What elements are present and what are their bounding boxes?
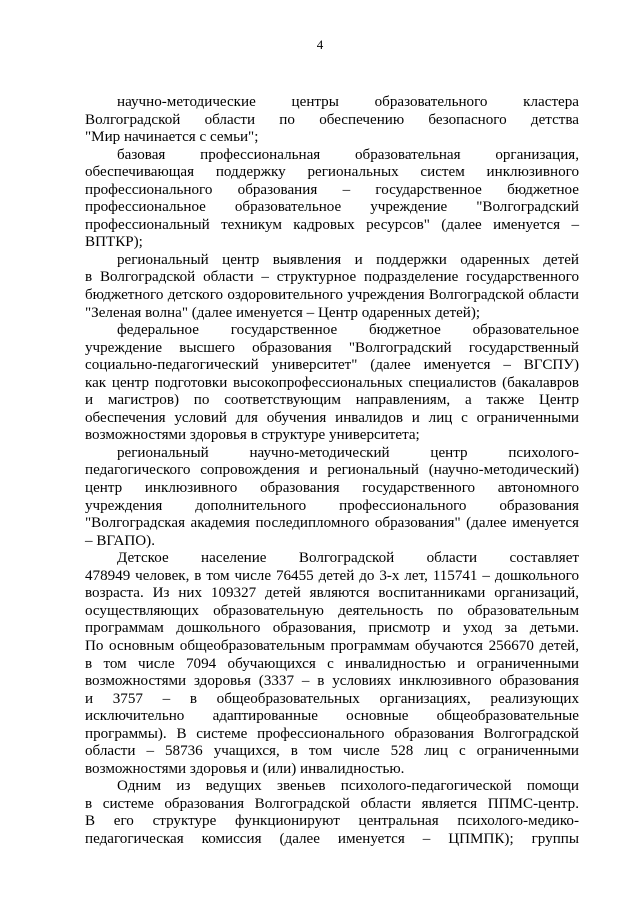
text-line: региональный центр выявления и поддержки одаренных детей bbox=[117, 251, 579, 268]
text-line: "Волгоградская академия последипломного образования" (далее именуется bbox=[85, 515, 579, 532]
text-line: учреждение высшего образования "Волгоградский государственный bbox=[85, 339, 579, 356]
text-line: профессионального образования – государственное бюджетное bbox=[85, 181, 579, 198]
text-line: 478949 человек, в том числе 76455 детей до 3-х лет, 115741 – дошкольного bbox=[85, 567, 579, 584]
page-number: 4 bbox=[316, 37, 324, 52]
text-line: федеральное государственное бюджетное образовательное bbox=[117, 322, 579, 339]
text-line: в том числе 7094 обучающихся с инвалидностью и ограниченными bbox=[85, 655, 579, 672]
text-line: обеспечения условий для обучения инвалидов и лиц с ограниченными bbox=[85, 409, 579, 426]
text-line: осуществляющих образовательную деятельность по образовательным bbox=[85, 602, 579, 619]
text-line: "Мир начинается с семьи"; bbox=[85, 129, 259, 146]
text-line: региональный научно-методический центр психолого- bbox=[117, 444, 579, 461]
text-line: бюджетного детского оздоровительного учреждения Волгоградской области bbox=[85, 287, 579, 304]
text-line: По основным общеобразовательным программам обучаются 256670 детей, bbox=[85, 637, 579, 654]
document-body bbox=[85, 94, 579, 849]
text-line: профессиональный техникум кадровых ресурсов" (далее именуется – bbox=[85, 216, 579, 233]
text-line: возможностями здоровья в структуре университета; bbox=[85, 427, 420, 444]
text-line: в Волгоградской области – структурное подразделение государственного bbox=[85, 269, 579, 286]
text-line: и магистров) по соответствующим направлениям, а также Центр bbox=[85, 392, 579, 409]
text-line: центр инклюзивного образования государственного автономного bbox=[85, 480, 579, 497]
text-line: возраста. Из них 109327 детей являются воспитанниками организаций, bbox=[85, 585, 579, 602]
text-line: В его структуре функционируют центральная психолого-медико- bbox=[85, 813, 579, 830]
text-line: профессиональное образовательное учреждение "Волгоградский bbox=[85, 199, 579, 216]
text-line: как центр подготовки высокопрофессиональных специалистов (бакалавров bbox=[85, 374, 579, 391]
text-line: Детское население Волгоградской области составляет bbox=[117, 550, 579, 567]
text-line: возможностями здоровья (3337 – в условиях инклюзивного образования bbox=[85, 673, 579, 690]
text-line: и 3757 – в общеобразовательных организациях, реализующих bbox=[85, 690, 579, 707]
text-line: педагогическая комиссия (далее именуется – ЦПМПК); группы bbox=[85, 830, 579, 847]
text-line: исключительно адаптированные основные общеобразовательные bbox=[85, 708, 579, 725]
text-line: возможностями здоровья и (или) инвалидностью. bbox=[85, 760, 405, 777]
text-line: обеспечивающая поддержку региональных систем инклюзивного bbox=[85, 164, 579, 181]
text-line: социально-педагогический университет" (далее именуется – ВГСПУ) bbox=[85, 357, 579, 374]
text-line: "Зеленая волна" (далее именуется – Центр одаренных детей); bbox=[85, 304, 481, 321]
text-line: учреждения дополнительного профессионального образования bbox=[85, 497, 579, 514]
text-line: ВПТКР); bbox=[85, 234, 143, 251]
text-line: Волгоградской области по обеспечению безопасного детства bbox=[85, 111, 579, 128]
text-line: научно-методические центры образовательного кластера bbox=[117, 94, 579, 110]
text-line: – ВГАПО). bbox=[85, 532, 155, 549]
text-line: базовая профессиональная образовательная организация, bbox=[117, 146, 579, 163]
text-line: программы). В системе профессионального образования Волгоградской bbox=[85, 725, 579, 742]
text-line: Одним из ведущих звеньев психолого-педагогической помощи bbox=[117, 778, 579, 795]
text-line: педагогического сопровождения и региональный (научно-методический) bbox=[85, 462, 579, 479]
text-line: в системе образования Волгоградской области является ППМС-центр. bbox=[85, 795, 579, 812]
text-line: области – 58736 учащихся, в том числе 528 лиц с ограниченными bbox=[85, 743, 579, 760]
text-line: программам дошкольного образования, присмотр и уход за детьми. bbox=[85, 620, 579, 637]
